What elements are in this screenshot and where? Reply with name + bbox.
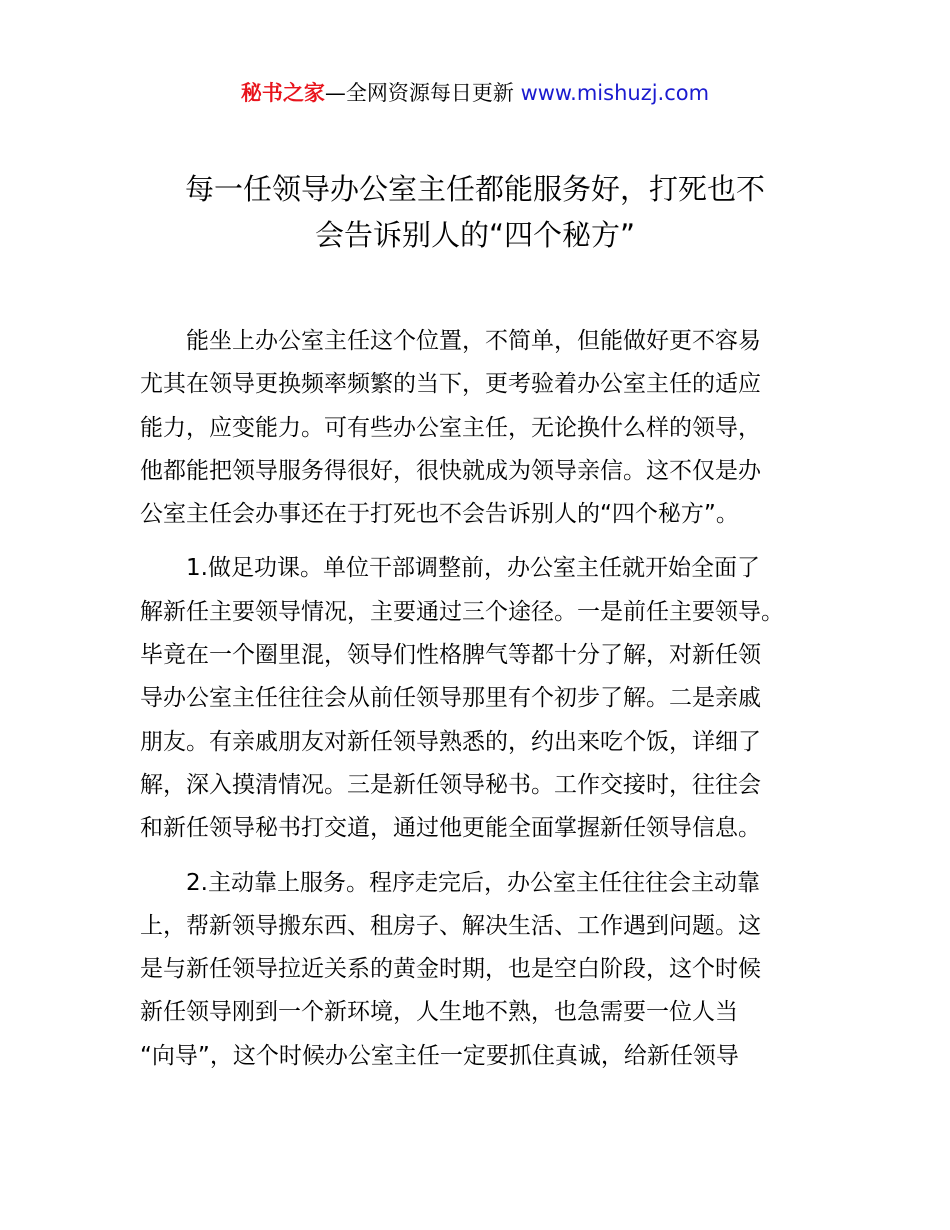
paragraph-section-2 bbox=[140, 862, 820, 1078]
text-line: 1.做足功课。单位干部调整前，办公室主任就开始全面了 bbox=[140, 555, 760, 582]
header-tagline: —全网资源每日更新 bbox=[324, 81, 521, 105]
brand-name: 秘书之家 bbox=[240, 81, 325, 105]
text-line: 解，深入摸清情况。三是新任领导秘书。工作交接时，往往会 bbox=[140, 771, 761, 798]
text-line: 他都能把领导服务得很好，很快就成为领导亲信。这不仅是办 bbox=[140, 457, 761, 484]
text-line: 能力，应变能力。可有些办公室主任，无论换什么样的领导， bbox=[140, 414, 761, 441]
title-line: 每一任领导办公室主任都能服务好，打死也不 bbox=[184, 172, 765, 206]
text-line: 尤其在领导更换频率频繁的当下，更考验着办公室主任的适应 bbox=[140, 371, 761, 398]
site-url-link[interactable]: www.mishuzj.com bbox=[520, 81, 710, 105]
document-body bbox=[140, 320, 820, 1078]
text-line: 朋友。有亲戚朋友对新任领导熟悉的，约出来吃个饭，详细了 bbox=[140, 728, 761, 755]
paragraph-section-1 bbox=[140, 547, 820, 850]
text-line: 公室主任会办事还在于打死也不会告诉别人的“四个秘方”。 bbox=[140, 501, 739, 528]
paragraph-spacer bbox=[140, 851, 820, 862]
text-line: 和新任领导秘书打交道，通过他更能全面掌握新任领导信息。 bbox=[140, 815, 761, 842]
document-title bbox=[100, 166, 850, 258]
text-line: 上，帮新领导搬东西、租房子、解决生活、工作遇到问题。这 bbox=[140, 912, 761, 939]
text-line: “向导”，这个时候办公室主任一定要抓住真诚，给新任领导 bbox=[140, 1042, 739, 1069]
paragraph-spacer bbox=[140, 536, 820, 547]
text-line: 新任领导刚到一个新环境，人生地不熟，也急需要一位人当 bbox=[140, 999, 738, 1026]
text-line: 导办公室主任往往会从前任领导那里有个初步了解。二是亲戚 bbox=[140, 685, 761, 712]
text-line: 毕竟在一个圈里混，领导们性格脾气等都十分了解，对新任领 bbox=[140, 642, 761, 669]
paragraph-intro bbox=[140, 320, 820, 536]
title-line: 会告诉别人的“四个秘方” bbox=[314, 218, 636, 252]
text-line: 解新任主要领导情况，主要通过三个途径。一是前任主要领导。 bbox=[140, 598, 784, 625]
site-header bbox=[0, 78, 950, 108]
text-line: 能坐上办公室主任这个位置，不简单，但能做好更不容易 bbox=[140, 328, 761, 354]
text-line: 是与新任领导拉近关系的黄金时期，也是空白阶段，这个时候 bbox=[140, 956, 761, 983]
text-line: 2.主动靠上服务。程序走完后，办公室主任往往会主动靠 bbox=[140, 869, 760, 896]
